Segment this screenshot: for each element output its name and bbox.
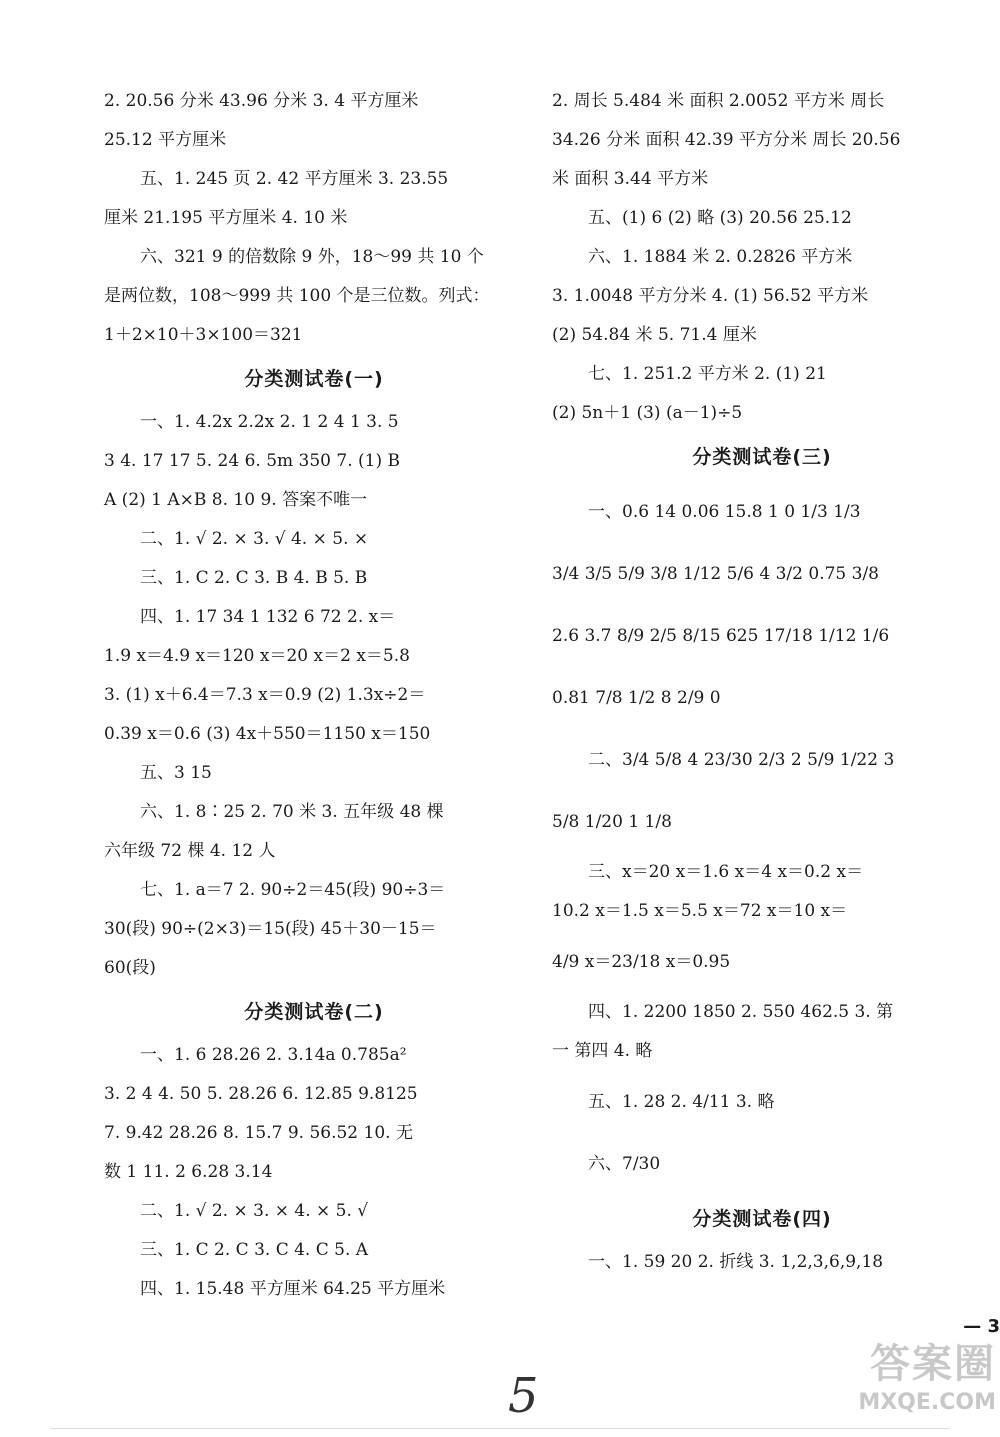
answer-line: 3/4 3/5 5/9 3/8 1/12 5/6 4 3/2 0.75 3/8: [552, 564, 879, 584]
watermark-text: 答案圈: [870, 1341, 996, 1387]
answer-line: 七、1. 251.2 平方米 2. (1) 21: [588, 364, 827, 384]
answer-line: 10.2 x＝1.5 x＝5.5 x＝72 x＝10 x＝: [552, 901, 848, 921]
section-title: 分类测试卷(三): [692, 446, 832, 468]
answer-line: 米 面积 3.44 平方米: [552, 169, 709, 189]
answer-line: 25.12 平方厘米: [104, 130, 227, 150]
answer-line: 0.81 7/8 1/2 8 2/9 0: [552, 688, 721, 708]
answer-line: 一、1. 4.2x 2.2x 2. 1 2 4 1 3. 5: [140, 412, 399, 432]
left-column: [104, 82, 524, 1309]
bottom-divider: [50, 1428, 950, 1429]
answer-line: 7. 9.42 28.26 8. 15.7 9. 56.52 10. 无: [104, 1123, 413, 1143]
answer-line: 五、3 15: [140, 763, 212, 783]
answer-line: 二、1. √ 2. × 3. √ 4. × 5. ×: [140, 529, 369, 549]
answer-line: 是两位数，108～999 共 100 个是三位数。列式：: [104, 286, 490, 306]
answer-line: 一、1. 59 20 2. 折线 3. 1,2,3,6,9,18: [588, 1252, 884, 1272]
answer-line: 一、0.6 14 0.06 15.8 1 0 1/3 1/3: [588, 502, 861, 522]
answer-line: 3. (1) x＋6.4＝7.3 x＝0.9 (2) 1.3x÷2＝: [104, 685, 426, 705]
answer-line: 厘米 21.195 平方厘米 4. 10 米: [104, 208, 348, 228]
handwritten-mark: 5: [508, 1368, 539, 1424]
answer-line: 0.39 x＝0.6 (3) 4x＋550＝1150 x＝150: [104, 724, 431, 744]
answer-line: 2. 20.56 分米 43.96 分米 3. 4 平方厘米: [104, 91, 419, 111]
answer-line: 三、1. C 2. C 3. B 4. B 5. B: [140, 568, 368, 588]
answer-line: 3. 1.0048 平方分米 4. (1) 56.52 平方米: [552, 286, 869, 306]
answer-line: 一、1. 6 28.26 2. 3.14a 0.785a²: [140, 1045, 407, 1065]
answer-line: 三、x＝20 x＝1.6 x＝4 x＝0.2 x＝: [588, 862, 864, 882]
answer-line: 4/9 x＝23/18 x＝0.95: [552, 952, 731, 972]
page-number: — 3: [963, 1316, 1000, 1337]
section-title: 分类测试卷(二): [244, 1001, 384, 1023]
answer-line: 五、1. 245 页 2. 42 平方厘米 3. 23.55: [140, 169, 449, 189]
answer-line: 1.9 x＝4.9 x＝120 x＝20 x＝2 x＝5.8: [104, 646, 410, 666]
answer-line: 四、1. 17 34 1 132 6 72 2. x＝: [140, 607, 396, 627]
answer-line: 5/8 1/20 1 1/8: [552, 812, 672, 832]
answer-line: 二、3/4 5/8 4 23/30 2/3 2 5/9 1/22 3: [588, 750, 895, 770]
section-title: 分类测试卷(四): [692, 1208, 832, 1230]
answer-line: 六、1. 8∶25 2. 70 米 3. 五年级 48 棵: [140, 802, 444, 822]
answer-line: 七、1. a＝7 2. 90÷2＝45(段) 90÷3＝: [140, 880, 446, 900]
answer-line: 2.6 3.7 8/9 2/5 8/15 625 17/18 1/12 1/6: [552, 626, 890, 646]
answer-line: A (2) 1 A×B 8. 10 9. 答案不唯一: [104, 490, 368, 510]
answer-line: 五、(1) 6 (2) 略 (3) 20.56 25.12: [588, 208, 852, 228]
watermark-url: MXQE.COM: [858, 1390, 996, 1415]
answer-line: (2) 5n＋1 (3) (a－1)÷5: [552, 403, 743, 423]
answer-line: 2. 周长 5.484 米 面积 2.0052 平方米 周长: [552, 91, 885, 111]
answer-line: 四、1. 2200 1850 2. 550 462.5 3. 第: [588, 1002, 894, 1022]
answer-line: 二、1. √ 2. × 3. × 4. × 5. √: [140, 1201, 369, 1221]
answer-line: 1＋2×10＋3×100＝321: [104, 325, 303, 345]
answer-line: 六年级 72 棵 4. 12 人: [104, 841, 276, 861]
answer-line: 五、1. 28 2. 4/11 3. 略: [588, 1092, 775, 1112]
right-column: [552, 82, 972, 1282]
answer-line: 34.26 分米 面积 42.39 平方分米 周长 20.56: [552, 130, 901, 150]
answer-line: 数 1 11. 2 6.28 3.14: [104, 1162, 273, 1182]
answer-line: 四、1. 15.48 平方厘米 64.25 平方厘米: [140, 1279, 446, 1299]
answer-line: 一 第四 4. 略: [552, 1041, 653, 1061]
answer-line: 六、321 9 的倍数除 9 外，18～99 共 10 个: [140, 247, 484, 267]
answer-line: (2) 54.84 米 5. 71.4 厘米: [552, 325, 757, 345]
watermark-logo: [846, 1340, 996, 1428]
answer-line: 30(段) 90÷(2×3)＝15(段) 45＋30－15＝: [104, 919, 437, 939]
answer-line: 3 4. 17 17 5. 24 6. 5m 350 7. (1) B: [104, 451, 400, 471]
answer-line: 六、1. 1884 米 2. 0.2826 平方米: [588, 247, 853, 267]
section-title: 分类测试卷(一): [244, 368, 384, 390]
answer-line: 60(段): [104, 958, 156, 978]
answer-line: 3. 2 4 4. 50 5. 28.26 6. 12.85 9.8125: [104, 1084, 418, 1104]
answer-line: 六、7/30: [588, 1154, 661, 1174]
answer-line: 三、1. C 2. C 3. C 4. C 5. A: [140, 1240, 369, 1260]
